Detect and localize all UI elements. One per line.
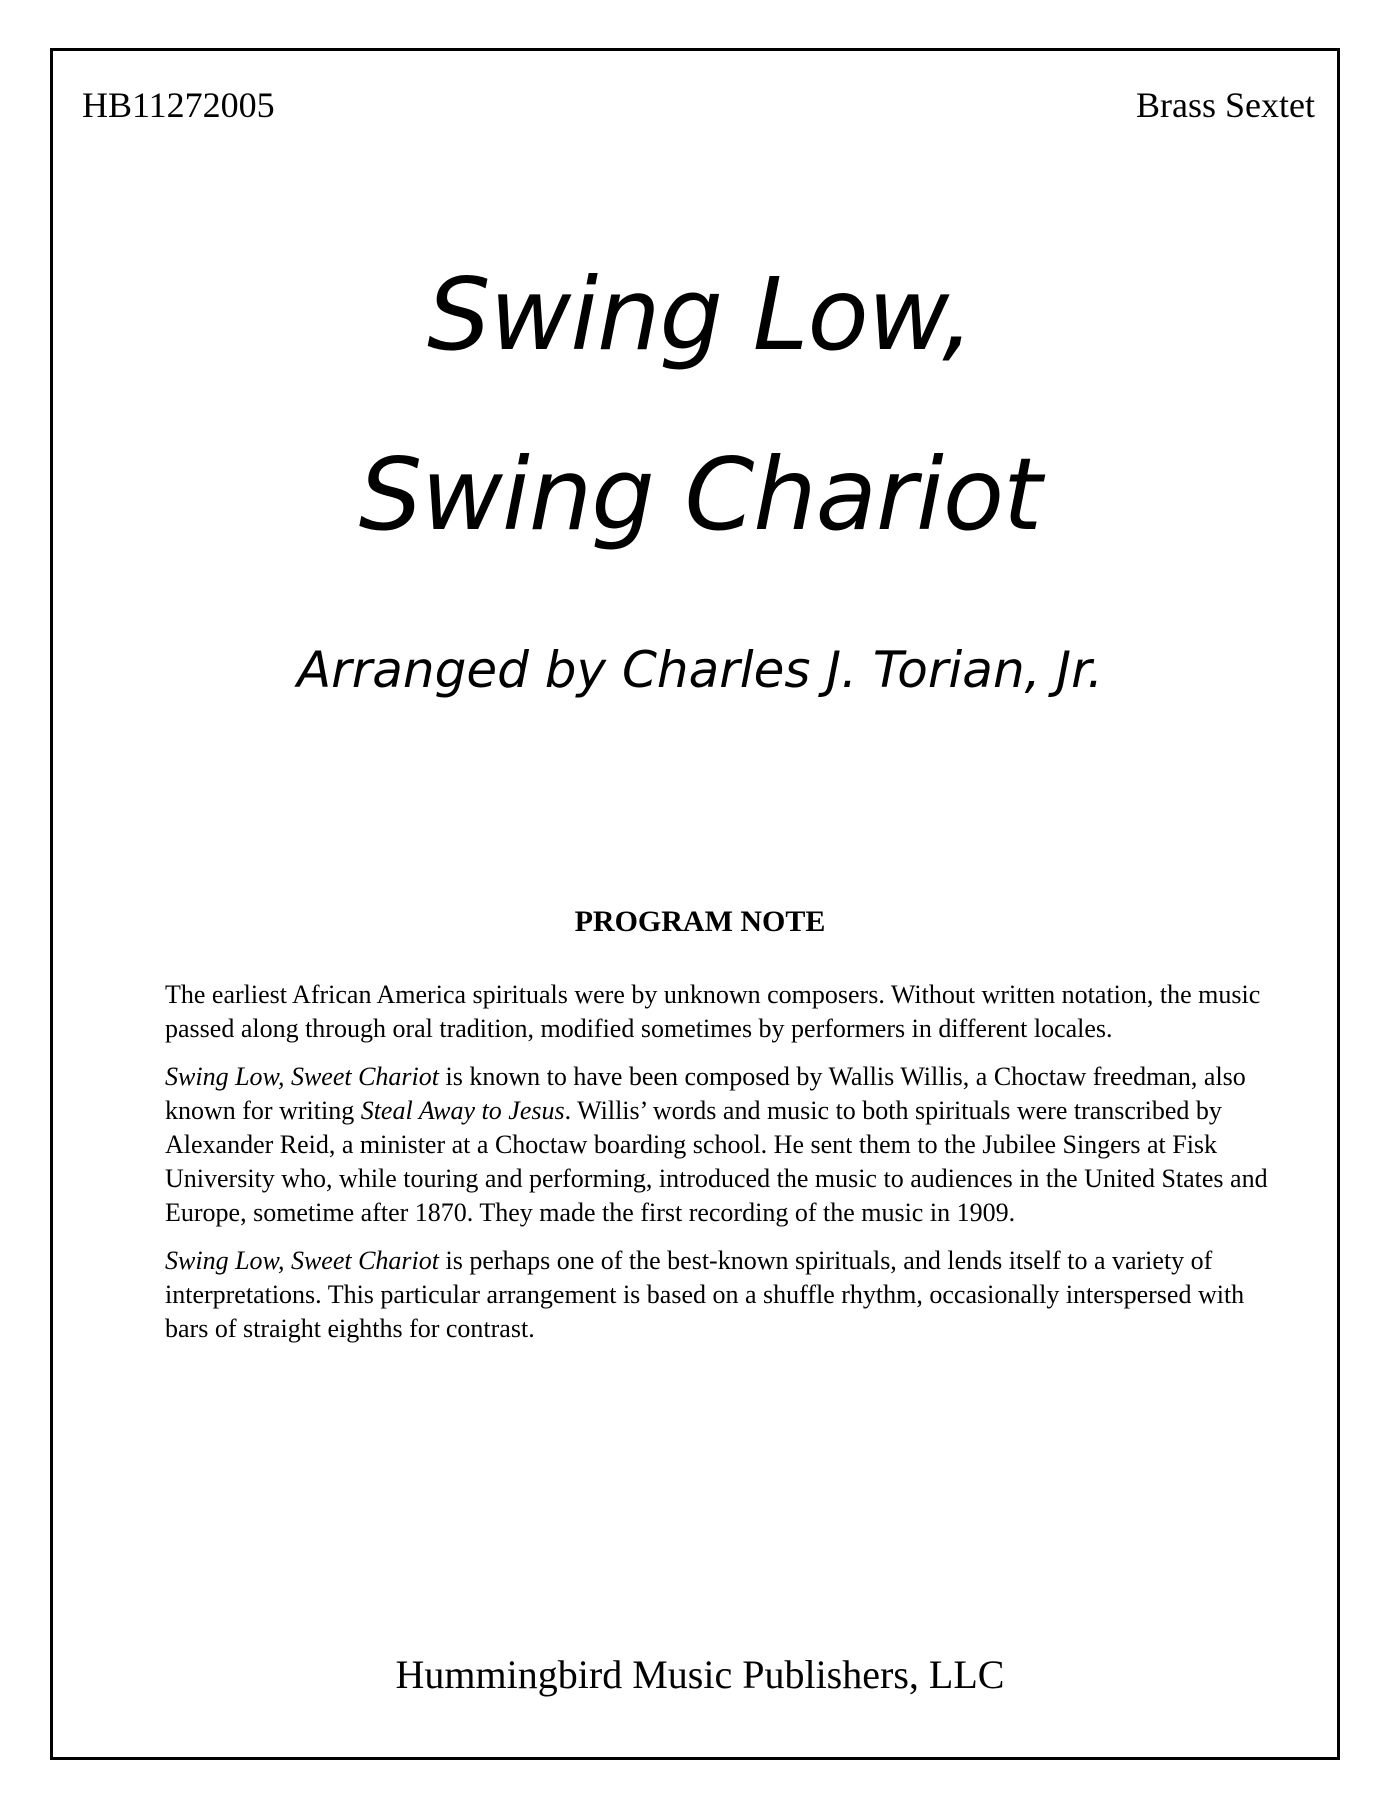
note-text: . Willis’ words and music to both spirituals were transcribed by Alexander Reid, a minister at a Choctaw boarding school. He sent them to the Jubilee Singers at Fisk University who, while touring and performing, introduced the music to audiences in the United States and Europe, sometime after 1870. They made the first recording of the music in 1909.	[165, 1096, 1268, 1227]
note-text: is perhaps one of the best-known spirituals, and lends itself to a variety of interpretations. This particular arrangement is based on a shuffle rhythm, occasionally interspersed with bars of straight eighths for contrast.	[165, 1246, 1245, 1343]
publisher-name: Hummingbird Music Publishers, LLC	[395, 1652, 1005, 1697]
song-title-italic: Swing Low, Sweet Chariot	[165, 1062, 439, 1091]
title-line-2: Swing Chariot	[358, 436, 1042, 553]
arranger-credit: Arranged by Charles J. Torian, Jr.	[296, 641, 1104, 699]
program-note-heading: PROGRAM NOTE	[574, 905, 826, 938]
song-title-italic: Swing Low, Sweet Chariot	[165, 1246, 439, 1275]
note-paragraph-1: The earliest African America spirituals were by unknown composers. Without written notation, the music passed along through oral tradition, modified sometimes by performers in different locales.	[165, 980, 1261, 1043]
note-text: is known to have been composed by Wallis Willis, a Choctaw freedman, also known for writing	[165, 1062, 1246, 1125]
work-title-italic: Steal Away to Jesus	[360, 1096, 565, 1125]
program-note-body	[165, 978, 1270, 1360]
note-paragraph-3	[165, 1244, 1270, 1346]
ensemble-label: Brass Sextet	[1136, 85, 1315, 125]
title-line-1: Swing Low,	[427, 256, 973, 373]
catalog-number: HB11272005	[82, 85, 275, 125]
note-paragraph-2	[165, 1060, 1270, 1230]
